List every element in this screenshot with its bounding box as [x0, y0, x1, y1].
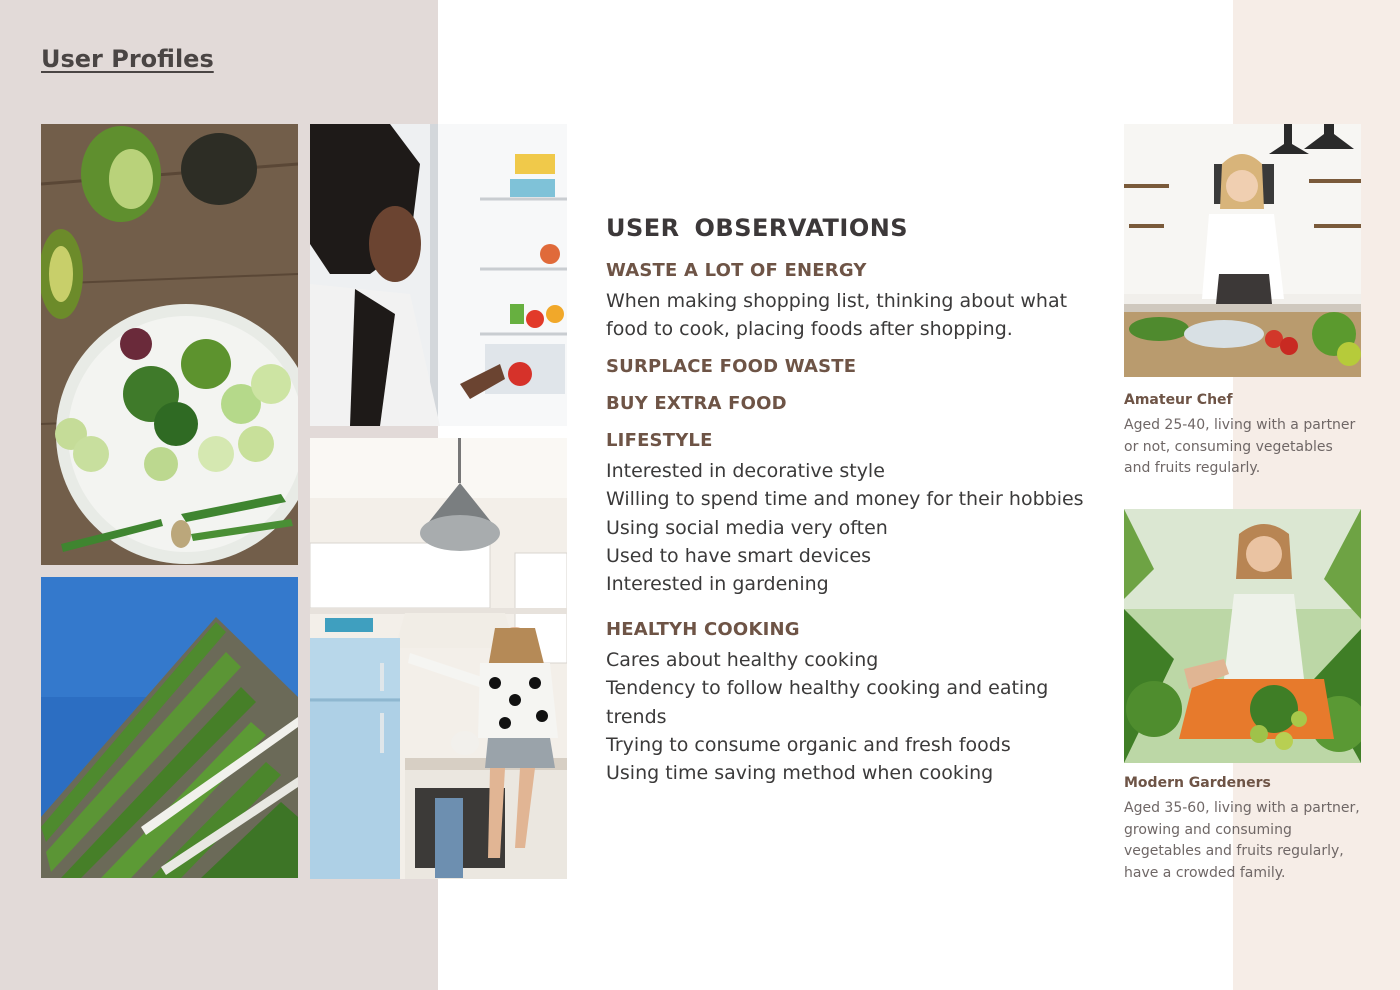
profile-description-line: growing and consuming	[1124, 821, 1292, 838]
profile-description-amateur-chef	[1124, 415, 1364, 480]
kitchen-woman-photo	[310, 438, 567, 879]
surplus-food-waste-heading: SURPLACE FOOD WASTE	[606, 355, 857, 377]
energy-text	[606, 287, 1106, 344]
lifestyle-item: Using social media very often	[606, 516, 888, 539]
lifestyle-item: Interested in decorative style	[606, 459, 885, 482]
cooking-item: Using time saving method when cooking	[606, 762, 994, 785]
cooking-item: trends	[606, 705, 667, 728]
lifestyle-heading: LIFESTYLE	[606, 429, 713, 451]
healthy-cooking-list	[606, 646, 1106, 788]
healthy-cooking-heading: HEALTYH COOKING	[606, 618, 800, 640]
page-title: User Profiles	[41, 45, 214, 73]
energy-line: food to cook, placing foods after shopping.	[606, 318, 1013, 341]
buy-extra-food-heading: BUY EXTRA FOOD	[606, 392, 787, 414]
cooking-item: Trying to consume organic and fresh foods	[606, 734, 1011, 757]
profile-name-modern-gardeners: Modern Gardeners	[1124, 775, 1271, 791]
green-building-photo	[41, 577, 298, 878]
cooking-item: Tendency to follow healthy cooking and eating	[606, 677, 1049, 700]
user-observations-section	[606, 214, 1106, 788]
lifestyle-list	[606, 457, 1106, 599]
energy-heading: WASTE A LOT OF ENERGY	[606, 260, 867, 281]
profile-name-amateur-chef: Amateur Chef	[1124, 392, 1233, 408]
energy-line: When making shopping list, thinking about what	[606, 290, 1068, 312]
profile-description-line: and fruits regularly.	[1124, 460, 1261, 477]
profile-description-line: Aged 25-40, living with a partner	[1124, 417, 1356, 433]
profile-description-line: have a crowded family.	[1124, 864, 1286, 881]
observations-title: USER OBSERVATIONS	[606, 214, 909, 242]
profile-description-line: vegetables and fruits regularly,	[1124, 843, 1344, 860]
modern-gardener-photo	[1124, 509, 1361, 763]
profile-description-line: or not, consuming vegetables	[1124, 438, 1333, 455]
vegetable-bowl-photo	[41, 124, 298, 565]
lifestyle-item: Willing to spend time and money for their hobbies	[606, 488, 1084, 511]
lifestyle-item: Interested in gardening	[606, 573, 829, 596]
amateur-chef-photo	[1124, 124, 1361, 377]
profile-description-modern-gardeners	[1124, 798, 1364, 884]
profile-description-line: Aged 35-60, living with a partner,	[1124, 800, 1360, 816]
lifestyle-item: Used to have smart devices	[606, 545, 872, 568]
cooking-item: Cares about healthy cooking	[606, 648, 879, 671]
fridge-woman-photo	[310, 124, 567, 426]
